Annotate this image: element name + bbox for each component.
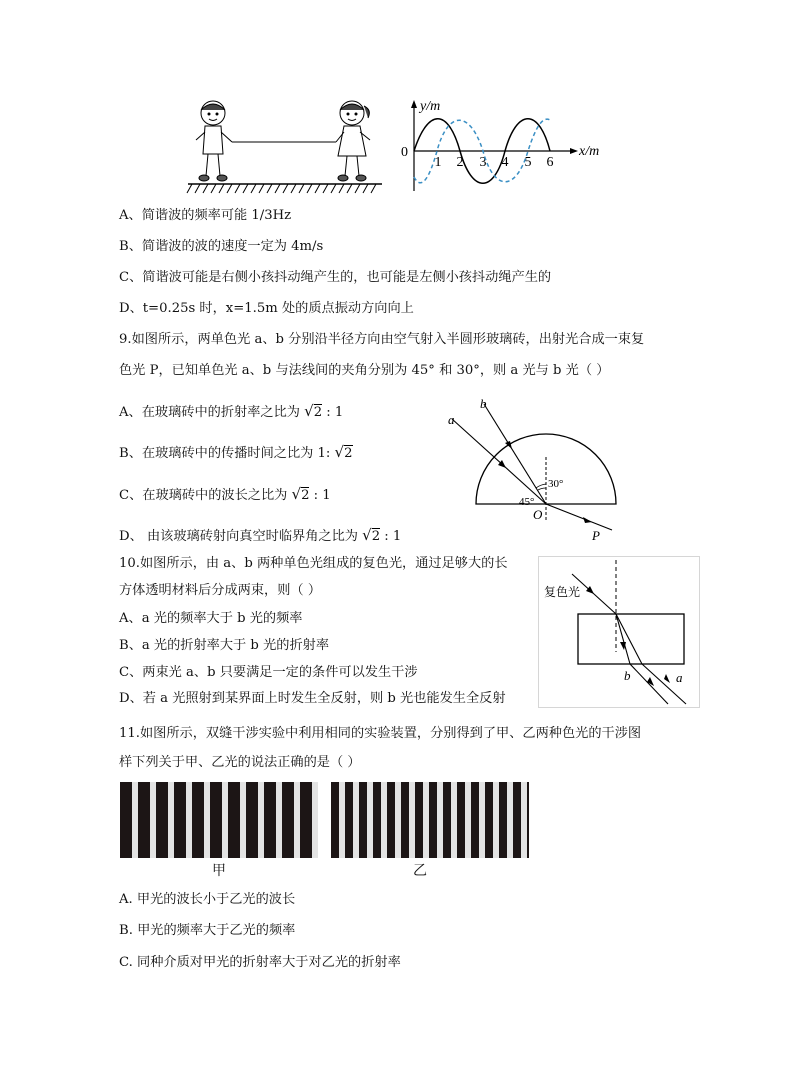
- wave-x-label: x/m: [579, 144, 600, 159]
- q9-option-d-root: 2: [371, 529, 381, 544]
- q10-option-a: A、a 光的频率大于 b 光的频率: [119, 611, 303, 626]
- q9-option-a-text: A、在玻璃砖中的折射率之比为: [119, 405, 305, 420]
- q11-option-b: B. 甲光的频率大于乙光的频率: [119, 923, 296, 938]
- q9-stem-line1: 9.如图所示，两单色光 a、b 分别沿半径方向由空气射入半圆形玻璃砖，出射光合成一束复: [119, 332, 645, 347]
- wave-origin: 0: [401, 145, 408, 160]
- slab-figure: [538, 556, 700, 708]
- fringe-label-yi: 乙: [413, 863, 427, 879]
- q9-option-d: D、 由该玻璃砖射向真空时临界角之比为 √2 : 1: [119, 526, 402, 544]
- q8-option-b: B、简谐波的波的速度一定为 4m/s: [119, 239, 324, 254]
- q9-option-a: A、在玻璃砖中的折射率之比为 √2 : 1: [119, 402, 344, 420]
- q9-option-d-ratio: : 1: [380, 529, 402, 544]
- wave-tick-5: 5: [524, 155, 532, 170]
- ray-a-label: a: [448, 412, 455, 427]
- exit-p-label: P: [592, 528, 600, 543]
- q11-option-a: A. 甲光的波长小于乙光的波长: [119, 892, 296, 907]
- q8-option-d: D、t=0.25s 时，x=1.5m 处的质点振动方向向上: [119, 301, 414, 316]
- wave-tick-2: 2: [456, 155, 464, 170]
- q9-option-b-text: B、在玻璃砖中的传播时间之比为 1:: [119, 446, 335, 461]
- q11-option-c: C. 同种介质对甲光的折射率大于对乙光的折射率: [119, 955, 401, 970]
- q10-option-b: B、a 光的折射率大于 b 光的折射率: [119, 638, 330, 653]
- q9-option-a-root: 2: [313, 405, 323, 420]
- wave-tick-4: 4: [501, 155, 509, 170]
- q8-option-a: A、简谐波的频率可能 1/3Hz: [119, 208, 292, 223]
- q9-option-c-root: 2: [301, 488, 310, 503]
- q9-option-b: B、在玻璃砖中的传播时间之比为 1: √2: [119, 443, 353, 461]
- q9-option-c-ratio: : 1: [309, 488, 331, 503]
- q11-stem-line2: 样下列关于甲、乙光的说法正确的是（ ）: [119, 755, 361, 770]
- q10-option-d: D、若 a 光照射到某界面上时发生全反射，则 b 光也能发生全反射: [119, 691, 506, 706]
- q9-option-c: C、在玻璃砖中的波长之比为 √2 : 1: [119, 485, 331, 503]
- q8-option-c: C、简谐波可能是右侧小孩抖动绳产生的，也可能是左侧小孩抖动绳产生的: [119, 270, 552, 285]
- q9-option-a-ratio: : 1: [322, 405, 344, 420]
- q9-option-b-root: 2: [344, 446, 353, 461]
- fringe-label-jia: 甲: [212, 863, 226, 879]
- wave-tick-6: 6: [546, 155, 554, 170]
- center-o-label: O: [533, 507, 543, 522]
- slab-incident-label: 复色光: [544, 585, 581, 599]
- q10-stem-line2: 方体透明材料后分成两束，则（ ）: [119, 583, 322, 598]
- ray-b-label: b: [480, 396, 487, 411]
- fringe-pattern-jia: [120, 782, 318, 858]
- slab-ray-a-label: a: [676, 670, 683, 685]
- wave-tick-1: 1: [434, 155, 442, 170]
- angle-30-label: 30°: [548, 478, 564, 490]
- q9-stem-line2: 色光 P，已知单色光 a、b 与法线间的夹角分别为 45° 和 30°，则 a 光与 b 光（ ）: [119, 363, 610, 378]
- wave-y-label: y/m: [420, 99, 441, 114]
- angle-45-label: 45°: [519, 496, 535, 508]
- slab-ray-b-label: b: [624, 668, 631, 683]
- q9-option-d-text: D、 由该玻璃砖射向真空时临界角之比为: [119, 529, 363, 544]
- fringe-pattern-yi: [331, 782, 529, 858]
- wave-tick-3: 3: [479, 155, 487, 170]
- wave-graph-figure: [396, 96, 606, 196]
- q9-option-c-text: C、在玻璃砖中的波长之比为: [119, 488, 292, 503]
- q11-stem-line1: 11.如图所示，双缝干涉实验中利用相同的实验装置，分别得到了甲、乙两种色光的干涉图: [119, 726, 642, 741]
- q10-option-c: C、两束光 a、b 只要满足一定的条件可以发生干涉: [119, 665, 418, 680]
- rope-children-figure: [186, 96, 386, 198]
- q10-stem-line1: 10.如图所示，由 a、b 两种单色光组成的复色光，通过足够大的长: [119, 556, 508, 571]
- semicircle-glass-figure: [440, 392, 630, 544]
